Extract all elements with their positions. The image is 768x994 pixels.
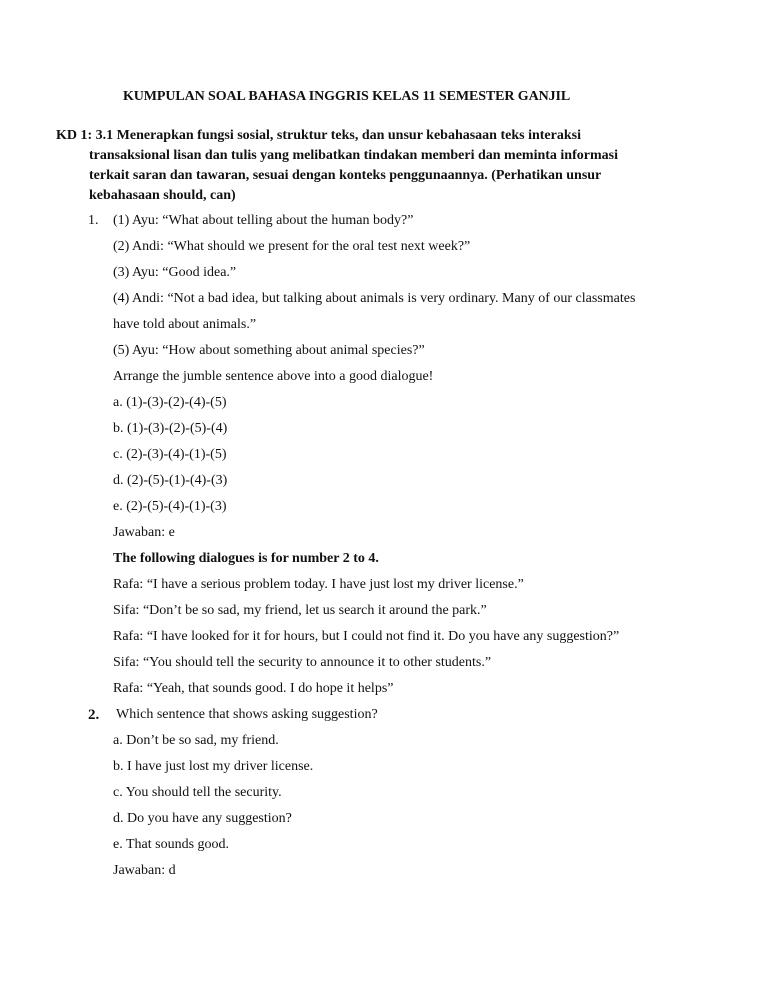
q1-line: have told about animals.”: [113, 317, 257, 332]
kd-line-2: transaksional lisan dan tulis yang melibatkan tindakan memberi dan meminta informasi: [89, 148, 618, 163]
q1-option-a: a. (1)-(3)-(2)-(4)-(5): [113, 395, 227, 410]
q2-option-a: a. Don’t be so sad, my friend.: [113, 733, 279, 748]
q1-option-b: b. (1)-(3)-(2)-(5)-(4): [113, 421, 228, 436]
q1-option-e: e. (2)-(5)-(4)-(1)-(3): [113, 499, 227, 514]
dialogue-line: Sifa: “You should tell the security to announce it to other students.”: [113, 655, 492, 670]
question-1-number: 1.: [88, 213, 99, 228]
kd-line-4: kebahasaan should, can): [89, 188, 236, 203]
q2-option-b: b. I have just lost my driver license.: [113, 759, 314, 774]
q1-instruction: Arrange the jumble sentence above into a good dialogue!: [113, 369, 434, 384]
q1-line: (1) Ayu: “What about telling about the human body?”: [113, 213, 414, 228]
q1-line: (2) Andi: “What should we present for the oral test next week?”: [113, 239, 471, 254]
dialogue-line: Rafa: “Yeah, that sounds good. I do hope it helps”: [113, 681, 394, 696]
q2-question: Which sentence that shows asking suggestion?: [116, 707, 378, 722]
dialogue-line: Rafa: “I have a serious problem today. I have just lost my driver license.”: [113, 577, 524, 592]
q2-option-e: e. That sounds good.: [113, 837, 230, 852]
dialogue-heading: The following dialogues is for number 2 to 4.: [113, 551, 379, 566]
q1-line: (4) Andi: “Not a bad idea, but talking about animals is very ordinary. Many of our classmates: [113, 291, 636, 306]
q1-option-c: c. (2)-(3)-(4)-(1)-(5): [113, 447, 227, 462]
q2-option-d: d. Do you have any suggestion?: [113, 811, 292, 826]
dialogue-line: Rafa: “I have looked for it for hours, but I could not find it. Do you have any suggestion?”: [113, 629, 620, 644]
kd-line-3: terkait saran dan tawaran, sesuai dengan konteks penggunaannya. (Perhatikan unsur: [89, 168, 602, 183]
question-2-number: 2.: [88, 707, 100, 723]
q1-line: (3) Ayu: “Good idea.”: [113, 265, 237, 280]
q1-option-d: d. (2)-(5)-(1)-(4)-(3): [113, 473, 228, 488]
q2-option-c: c. You should tell the security.: [113, 785, 282, 800]
kd-line-1: KD 1: 3.1 Menerapkan fungsi sosial, struktur teks, dan unsur kebahasaan teks interaksi: [56, 128, 581, 143]
q2-answer: Jawaban: d: [113, 863, 176, 878]
dialogue-line: Sifa: “Don’t be so sad, my friend, let us search it around the park.”: [113, 603, 487, 618]
kd-description: [56, 126, 676, 206]
document-title: KUMPULAN SOAL BAHASA INGGRIS KELAS 11 SEMESTER GANJIL: [123, 89, 571, 104]
q1-line: (5) Ayu: “How about something about animal species?”: [113, 343, 425, 358]
q1-answer: Jawaban: e: [113, 525, 175, 540]
